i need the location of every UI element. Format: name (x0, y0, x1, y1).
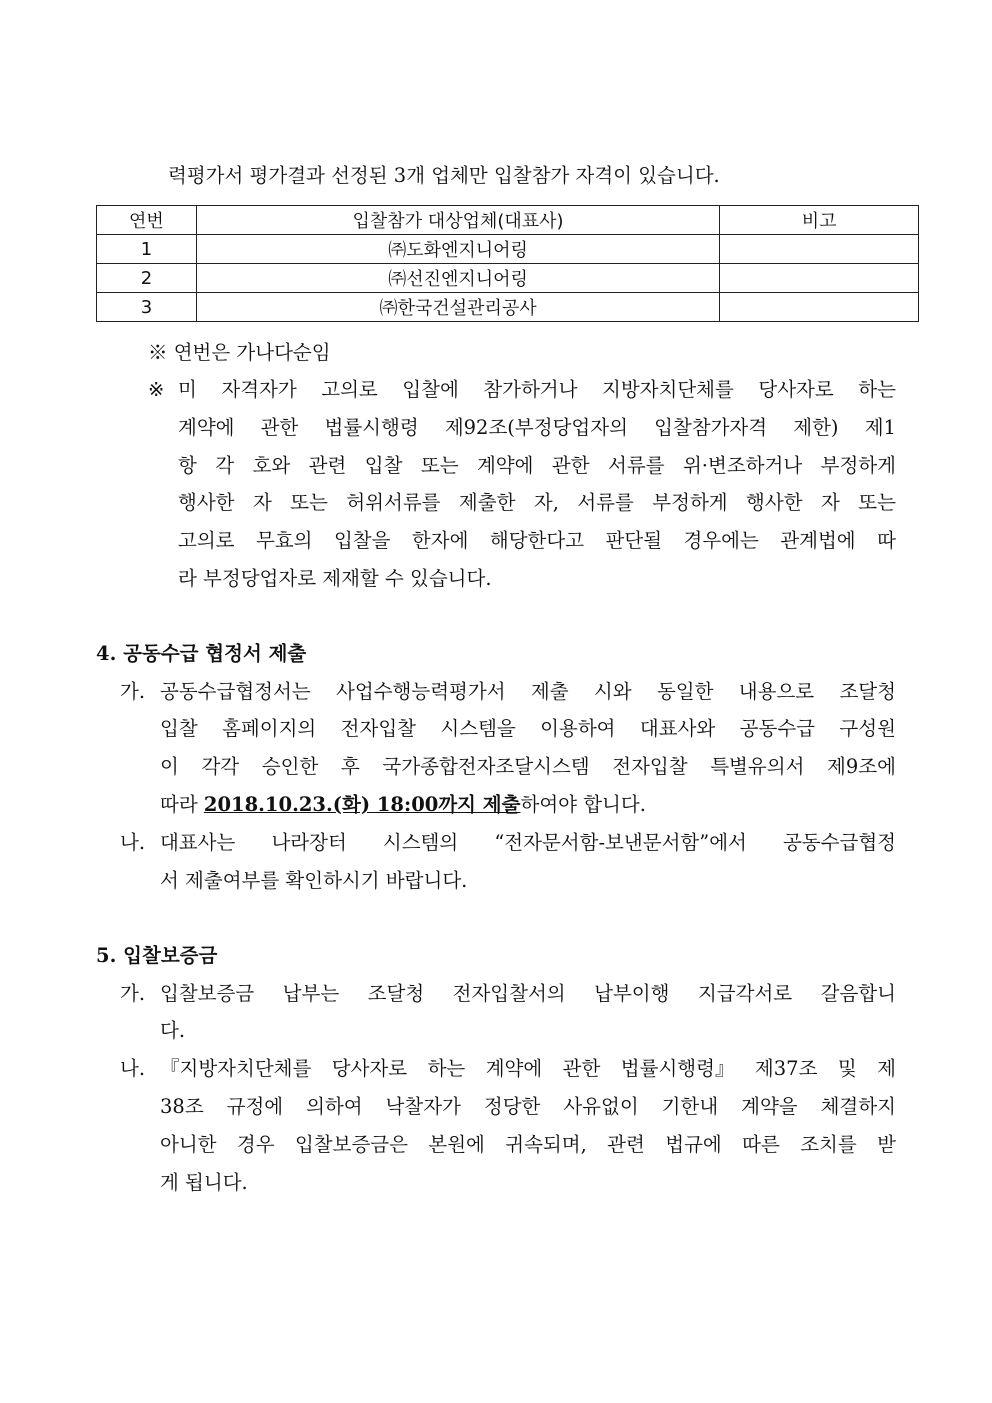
table-cell-no: 2 (97, 264, 197, 293)
word: 행사한 (178, 491, 235, 514)
word: 계약에 (485, 1057, 543, 1080)
section-4-item-a-line (160, 679, 896, 705)
word: 사유없이 (563, 1095, 639, 1118)
word: 부정하게 (820, 454, 896, 477)
section-5-title: 5. 입찰보증금 (96, 944, 218, 967)
section-4-item-a-line (160, 792, 646, 818)
word: 전자입찰서의 (452, 982, 566, 1005)
word: 행사한 (746, 491, 803, 514)
table-header-company: 입찰참가 대상업체(대표사) (196, 206, 719, 235)
word: 관한 (551, 454, 590, 477)
section-4-item-b-line (160, 830, 896, 856)
section-4-item-a-line (160, 716, 896, 742)
word: 관계법에 (780, 529, 856, 552)
word: 관한 (562, 1057, 601, 1080)
note-order: ※ 연번은 가나다순임 (148, 341, 331, 364)
word: 각 (215, 454, 235, 477)
word: “전자문서함-보낸문서함”에서 (494, 831, 747, 854)
word: 제37조 (754, 1057, 818, 1080)
table-cell-company: ㈜한국건설관리공사 (196, 293, 719, 322)
word: 관련 (607, 1133, 645, 1156)
word: 각각 (201, 755, 240, 778)
word: 납부는 (282, 982, 340, 1005)
section-5-item-b-line: 게 됩니다. (160, 1171, 248, 1194)
word: 체결하지 (820, 1095, 896, 1118)
table-cell-no: 3 (97, 293, 197, 322)
word: 공동수급협정서는 (160, 680, 311, 703)
word: 참가하거나 (483, 378, 578, 401)
word: 전자입찰 (612, 755, 688, 778)
word: 입찰에 (402, 378, 459, 401)
note-sanction-line (178, 528, 896, 554)
word: 기한내 (661, 1095, 719, 1118)
table-row (97, 293, 919, 322)
deadline-suffix: 하여야 합니다. (520, 793, 646, 816)
word: 한자에 (411, 529, 469, 552)
word: 및 (837, 1057, 857, 1080)
word: 경우 (236, 1133, 275, 1156)
word: 제한) (793, 416, 839, 439)
word: 이용하여 (540, 717, 616, 740)
word: 무효의 (255, 529, 313, 552)
word: 판단될 (605, 529, 663, 552)
word: 지방자치단체를 (602, 378, 734, 401)
table-row (97, 235, 919, 264)
word: 서류를 (577, 491, 634, 514)
bidder-table (96, 205, 919, 322)
word: 하는 (427, 1057, 466, 1080)
table-cell-remark (720, 235, 919, 264)
word: 『지방자치단체를 (160, 1057, 312, 1080)
word: 고의로 (321, 378, 378, 401)
word: 입찰 (160, 717, 198, 740)
intro-text: 력평가서 평가결과 선정된 3개 업체만 입찰참가 자격이 있습니다. (168, 164, 720, 187)
word: 조치를 (800, 1133, 857, 1156)
word: 입찰보증금 (160, 982, 255, 1005)
word: 서류를 (608, 454, 665, 477)
section-5-item-a-line (160, 981, 896, 1007)
word: 해당한다고 (489, 529, 585, 552)
word: 받 (877, 1133, 896, 1156)
word: 의하여 (306, 1095, 363, 1118)
word: 승인한 (261, 755, 319, 778)
word: 법률시행령』 (620, 1057, 735, 1080)
word: 내용으로 (738, 680, 815, 703)
word: 입찰보증금은 (294, 1133, 408, 1156)
word: 정당한 (483, 1095, 541, 1118)
word: 조달청 (367, 982, 425, 1005)
word: 공동수급협정 (782, 831, 896, 854)
word: 자 (252, 491, 272, 514)
item-mark: 나. (120, 1057, 146, 1080)
word: 홈페이지의 (222, 717, 317, 740)
word: 부정하게 (652, 491, 728, 514)
item-mark: 가. (120, 680, 146, 703)
word: 또는 (858, 491, 896, 514)
table-cell-company: ㈜도화엔지니어링 (196, 235, 719, 264)
word: 또는 (420, 454, 459, 477)
note-sanction-line (178, 453, 896, 479)
word: 자 (820, 491, 840, 514)
word: 당사자로 (758, 378, 834, 401)
word: 따른 (742, 1133, 780, 1156)
word: 규정에 (226, 1095, 284, 1118)
word: 제출한 (458, 491, 516, 514)
word: 납부이행 (594, 982, 670, 1005)
word: 허위서류를 (346, 491, 441, 514)
word: 경우에는 (683, 529, 759, 552)
word: 구성원 (839, 717, 896, 740)
word: 이 (160, 755, 179, 778)
word: 조달청 (839, 680, 896, 703)
word: 동일한 (656, 680, 714, 703)
item-mark: 나. (120, 831, 146, 854)
table-cell-remark (720, 293, 919, 322)
deadline-prefix: 따라 (160, 793, 204, 816)
word: 전자입찰 (340, 717, 417, 740)
table-header-remark: 비고 (720, 206, 919, 235)
table-row (97, 264, 919, 293)
word: 대표사는 (160, 831, 236, 854)
section-5-item-b-line (160, 1056, 896, 1082)
note-sanction-line (178, 490, 896, 516)
note-sanction-line: 라 부정당업자로 제재할 수 있습니다. (178, 567, 492, 590)
section-5-item-a-line: 다. (160, 1019, 186, 1042)
word: 지급각서로 (697, 982, 793, 1005)
word: 공동수급 (739, 717, 816, 740)
word: 입찰참가자격 (654, 416, 768, 439)
word: 관련 (308, 454, 347, 477)
word: 항 (178, 454, 197, 477)
word: 호와 (252, 454, 291, 477)
section-5-item-b-line (160, 1094, 896, 1120)
word: 미 (178, 378, 197, 401)
word: 아니한 (160, 1133, 217, 1156)
word: 사업수행능력평가서 (336, 680, 506, 703)
word: 계약을 (741, 1095, 798, 1118)
table-header-no: 연번 (97, 206, 197, 235)
word: 하는 (858, 378, 896, 401)
word: 법률시행령 (324, 416, 419, 439)
word: 시와 (593, 680, 632, 703)
section-4-item-b-line: 서 제출여부를 확인하시기 바랍니다. (160, 869, 468, 892)
word: 또는 (290, 491, 328, 514)
note-mark: ※ (148, 378, 165, 401)
word: 후 (340, 755, 360, 778)
word: 따 (877, 529, 896, 552)
section-4-item-a-line (160, 754, 896, 780)
word: 입찰 (364, 454, 403, 477)
item-mark: 가. (120, 982, 146, 1005)
word: 38조 (160, 1095, 204, 1118)
word: 제92조(부정당업자의 (444, 416, 628, 439)
word: 자, (533, 491, 559, 514)
word: 대표사와 (639, 717, 716, 740)
section-4-title: 4. 공동수급 협정서 제출 (96, 642, 307, 665)
word: 계약에 (178, 416, 235, 439)
word: 위·변조하거나 (682, 454, 803, 477)
note-sanction-line (178, 415, 896, 441)
word: 낙찰자가 (385, 1095, 461, 1118)
word: 법규에 (665, 1133, 722, 1156)
table-cell-no: 1 (97, 235, 197, 264)
section-5-item-b-line (160, 1132, 896, 1158)
word: 계약에 (476, 454, 534, 477)
word: 고의로 (178, 529, 235, 552)
word: 본원에 (428, 1133, 485, 1156)
word: 제1 (864, 416, 896, 439)
word: 제9조에 (827, 755, 896, 778)
word: 특별유의서 (710, 755, 805, 778)
word: 국가종합전자조달시스템 (382, 755, 590, 778)
word: 관한 (260, 416, 299, 439)
word: 제출 (530, 680, 569, 703)
word: 나라장터 (271, 831, 347, 854)
word: 자격자가 (221, 378, 297, 401)
table-cell-company: ㈜선진엔지니어링 (196, 264, 719, 293)
word: 입찰을 (333, 529, 391, 552)
word: 제 (877, 1057, 896, 1080)
word: 시스템의 (382, 831, 459, 854)
word: 귀속되며, (505, 1133, 587, 1156)
table-cell-remark (720, 264, 919, 293)
table-header-row (97, 206, 919, 235)
word: 갈음합니 (820, 982, 896, 1005)
word: 당사자로 (331, 1057, 408, 1080)
submission-deadline: 2018.10.23.(화) 18:00까지 제출 (203, 793, 521, 816)
note-sanction-line (178, 377, 896, 403)
word: 시스템을 (440, 717, 516, 740)
